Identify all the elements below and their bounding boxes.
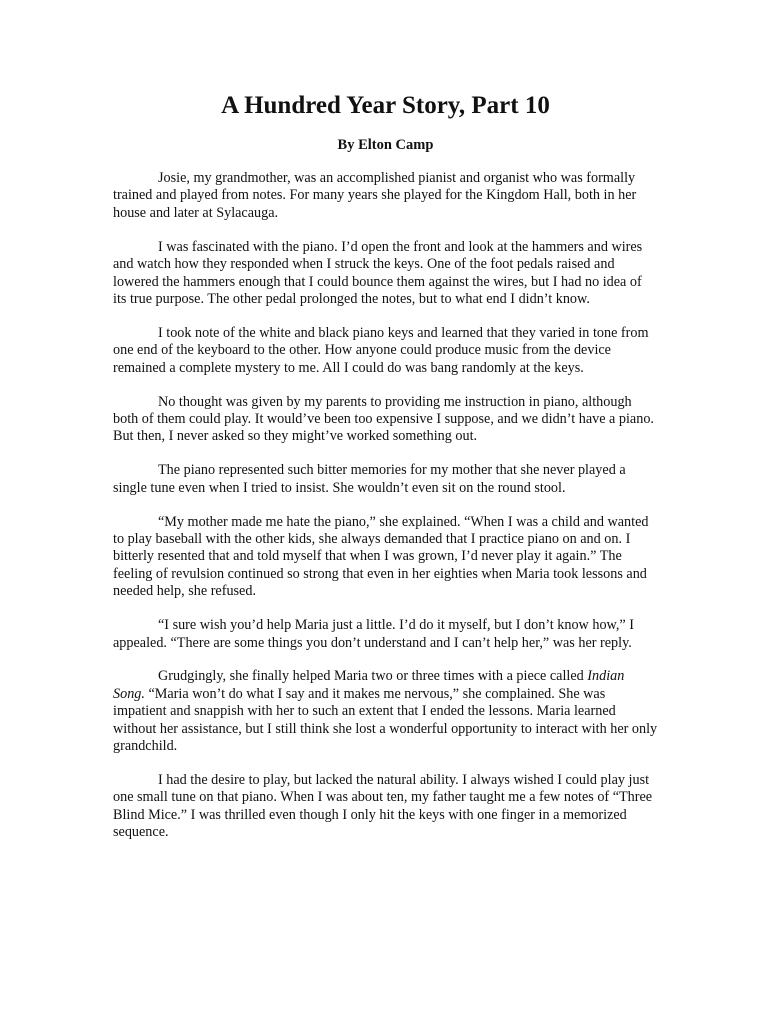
paragraph-text-after: “Maria won’t do what I say and it makes me nervous,” she complained. She was impatient and snappish with her to such an extent that I ended the lessons. Maria learned without her assistance, but I still think she lost a wonderful opportunity to interact with her only grandchild. bbox=[113, 685, 658, 755]
paragraph: “My mother made me hate the piano,” she explained. “When I was a child and wanted to play baseball with the other kids, she always demanded that I practice piano on and on. I bitterly resented that and told myself that when I was grown, I’d never play it again.” The feeling of revulsion continued so strong that even in her eighties when Maria took lessons and needed help, she refused. bbox=[113, 513, 649, 600]
paragraph: I took note of the white and black piano keys and learned that they varied in tone from one end of the keyboard to the other. How anyone could produce music from the device remained a complete mystery to me. All I could do was bang randomly at the keys. bbox=[113, 324, 649, 376]
paragraph-text-before: Grudgingly, she finally helped Maria two or three times with a piece called bbox=[158, 668, 588, 685]
paragraph-with-song-title bbox=[113, 668, 658, 755]
paragraph: I was fascinated with the piano. I’d open the front and look at the hammers and wires and watch how they responded when I struck the keys. One of the foot pedals raised and lowered the hammers enough that I could bounce them against the wires, but I had no idea of its true purpose. The other pedal prolonged the notes, but to what end I didn’t know. bbox=[113, 238, 643, 307]
paragraph: “I sure wish you’d help Maria just a little. I’d do it myself, but I don’t know how,” I appealed. “There are some things you don’t understand and I can’t help her,” was her reply. bbox=[113, 617, 634, 651]
paragraph: I had the desire to play, but lacked the natural ability. I always wished I could play just one small tune on that piano. When I was about ten, my father taught me a few notes of “Three Blind Mice.” I was thrilled even though I only hit the keys with one finger in a memorized sequence. bbox=[113, 771, 653, 841]
paragraph: The piano represented such bitter memories for my mother that she never played a single tune even when I tried to insist. She wouldn’t even sit on the round stool. bbox=[113, 462, 626, 496]
document-title: A Hundred Year Story, Part 10 bbox=[221, 92, 550, 119]
paragraph: No thought was given by my parents to providing me instruction in piano, although both of them could play. It would’ve been too expensive I suppose, and we didn’t have a piano. But then, I never asked so they might’ve worked something out. bbox=[113, 393, 654, 445]
song-title: Indian Song. bbox=[113, 668, 625, 702]
author-byline: By Elton Camp bbox=[337, 137, 434, 153]
paragraph: Josie, my grandmother, was an accomplished pianist and organist who was formally trained and played from notes. For many years she played for the Kingdom Hall, both in her house and later at Sylacauga. bbox=[113, 170, 637, 221]
document-page bbox=[113, 90, 658, 858]
